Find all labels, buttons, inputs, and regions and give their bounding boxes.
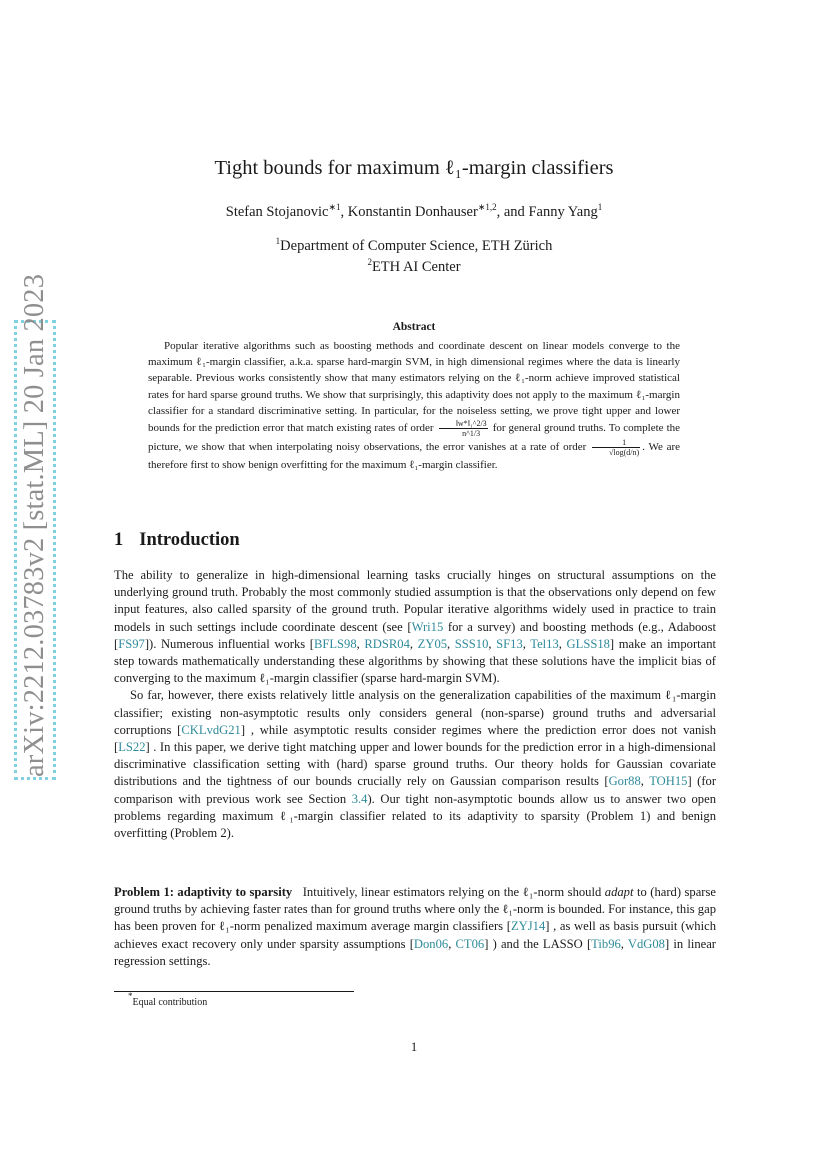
problem-paragraph [114,884,716,970]
page-number: 1 [410,1040,418,1054]
problem-heading: Problem 1: adaptivity to sparsity [114,885,293,899]
affiliation [0,238,828,255]
author-name: Fanny Yang [528,204,598,220]
text: in linear regression settings. [114,936,716,968]
introduction-body [114,567,716,842]
citation-link[interactable]: Wri15 [411,619,444,634]
citation-link[interactable]: Gor88 [608,774,641,789]
fraction-norm-rate [439,419,488,438]
text: ) and the LASSO [488,936,587,951]
citation-link[interactable]: LS22 [118,740,146,755]
text: . In this paper, we derive tight matching upper and lower bounds for the prediction error in a high-dimensional discriminative classification setting with (hard) sparse ground truths. Our theory holds for Gaussian covariate distributions and the tightness of our bounds crucially rely on Gaussian comparison results [114,740,716,789]
citation-link[interactable]: FS97 [118,636,145,651]
author-separator: , and [496,204,529,220]
footnote-rule [114,991,354,992]
citation-link[interactable]: GLSS18 [566,636,610,651]
text: , while asymptotic results consider regimes where the prediction error does not vanish [245,722,717,737]
arxiv-identifier: arXiv:2212.03783v2 [stat.ML] 20 Jan 2023 [14,320,56,780]
text: make an important step towards mathematically understanding these algorithms by showing that these solutions have the implicit bias of converging to the maximum ℓ₁-margin classifier (sparse hard-margin SVM). [114,636,717,686]
section-reference-link[interactable]: 3.4 [351,791,368,806]
text: to (hard) sparse ground truths by achieving faster rates than for ground truths where only the ℓ₁-norm is bounded. For instance, this gap has been proven for ℓ₁-norm penalized maximum average margin classifiers [114,885,716,934]
citation-link[interactable]: Don06 [413,936,449,951]
affiliation-text: Department of Computer Science, ETH Zürich [280,238,553,254]
affiliation [0,259,828,276]
fraction-denominator: √log(d/n) [609,448,640,458]
citation-link[interactable]: Tel13 [530,636,559,651]
text: for a survey) and boosting methods (e.g., Adaboost [443,619,717,634]
citation-link[interactable]: ZYJ14 [510,919,546,934]
text: , as well as basis pursuit (which achieves exact recovery only under sparsity assumptions [114,919,716,951]
text: ). Numerous influential works [149,636,310,651]
fraction-log-rate [592,438,640,457]
author-list [0,204,828,221]
abstract-heading: Abstract [392,321,436,333]
text: ). Our tight non-asymptotic bounds allow us to answer two open problems regarding maximum ℓ₁-margin classifier related to its adaptivity to sparsity (Problem 1) and benign overfitting (Problem 2). [114,791,716,841]
citation-link[interactable]: SF13 [496,636,523,651]
citation-link[interactable]: CT06 [455,936,485,951]
paragraph: So far, however, there exists relatively little analysis on the generalization capabilities of the maximum ℓ₁-margin classifier; existing non-asymptotic results only considers general (non-sparse) ground truths and adversarial corruptions [CKLvdG21] , while asymptotic results consider regimes where the prediction error does not vanish [LS22] . In this paper, we derive tight matching upper and lower bounds for the prediction error in a high-dimensional discriminative classification setting with (hard) sparse ground truths. Our theory holds for Gaussian covariate distributions and the tightness of our bounds crucially rely on Gaussian comparison results [Gor88, TOH15] (for comparison with previous work see Section 3.4). Our tight non-asymptotic bounds allow us to answer two open problems regarding maximum ℓ₁-margin classifier related to its adaptivity to sparsity (Problem 1) and benign overfitting (Problem 2). [114,688,717,841]
section-title: Introduction [139,530,240,550]
citation-link[interactable]: Tib96 [591,936,621,951]
citation-link[interactable]: RDSR04 [364,636,410,651]
paragraph: The ability to generalize in high-dimensional learning tasks crucially hinges on structural assumptions on the underlying ground truth. Probably the most commonly studied assumption is that the observations only depend on few input features, also called sparsity of the ground truth. Popular iterative algorithms widely used in practice to train models in such settings include coordinate descent (see [Wri15 for a survey) and boosting methods (e.g., Adaboost [FS97]). Numerous influential works [BFLS98, RDSR04, ZY05, SSS10, SF13, Tel13, GLSS18] make an important step towards mathematically understanding these algorithms by showing that these solutions have the implicit bias of converging to the maximum ℓ₁-margin classifier (sparse hard-margin SVM). [114,568,717,686]
author-separator: , [340,204,348,220]
section-heading [114,530,240,551]
citation-link[interactable]: CKLvdG21 [181,722,241,737]
fraction-numerator: 1 [592,438,640,448]
section-number: 1 [114,530,124,550]
text: Intuitively, linear estimators relying on the ℓ₁-norm should [302,885,605,899]
abstract-body [148,338,680,473]
emphasis: adapt [604,885,634,899]
author-mark: ∗1 [328,202,341,212]
author-name: Konstantin Donhauser [347,204,478,220]
author-mark: 1 [597,202,603,212]
footnote-mark: * [128,991,133,1001]
text: (for comparison with previous work see Section [114,774,717,806]
affiliation-mark: 1 [275,236,281,246]
footnote-text: Equal contribution [132,997,208,1008]
abstract-text: Popular iterative algorithms such as boosting methods and coordinate descent on linear models converge to the maximum ℓ₁-margin classifier, a.k.a. sparse hard-margin SVM, in high dimensional regimes where the data is linearly separable. Previous works consistently show that many estimators relying on the ℓ₁-norm achieve improved statistical rates for hard sparse ground truths. We show that surprisingly, this adaptivity does not apply to the maximum ℓ₁-margin classifier for a standard discriminative setting. In particular, for the noiseless setting, we prove tight upper and lower bounds for the prediction error that match existing rates of order [148,340,680,435]
affiliation-text: ETH AI Center [371,259,461,275]
affiliation-mark: 2 [367,257,372,267]
fraction-denominator: n^1/3 [462,429,481,439]
citation-link[interactable]: ZY05 [417,636,448,651]
citation-link[interactable]: SSS10 [454,636,489,651]
paragraph: Problem 1: adaptivity to sparsity Intuitively, linear estimators relying on the ℓ₁-norm should adapt to (hard) sparse ground truths by achieving faster rates than for ground truths where only the ℓ₁-norm is bounded. For instance, this gap has been proven for ℓ₁-norm penalized maximum average margin classifiers [ZYJ14] , as well as basis pursuit (which achieves exact recovery only under sparsity assumptions [Don06, CT06] ) and the LASSO [Tib96, VdG08] in linear regression settings. [114,885,716,968]
fraction-numerator: ‖w*‖₁^2/3 [439,419,488,429]
paper-title: Tight bounds for maximum ℓ₁-margin classifiers [214,157,614,179]
text: The ability to generalize in high-dimensional learning tasks crucially hinges on structural assumptions on the underlying ground truth. Probably the most commonly studied assumption is that the observations only depend on few input features, also called sparsity of the ground truth. Popular iterative algorithms widely used in practice to train models in such settings include coordinate descent (see [114,568,716,634]
abstract-paragraph [148,338,680,473]
author-mark: ∗1,2 [477,202,497,212]
citation-link[interactable]: TOH15 [649,774,688,789]
author-name: Stefan Stojanovic [225,204,329,220]
citation-link[interactable]: VdG08 [627,936,665,951]
footnote [128,991,208,1008]
abstract-text: . We are therefore first to show benign overfitting for the maximum ℓ₁-margin classifier. [148,441,680,472]
citation-link[interactable]: BFLS98 [313,636,357,651]
abstract-text: for general ground truths. To complete the picture, we show that when interpolating noisy observations, the error vanishes at a rate of order [148,422,681,454]
text: So far, however, there exists relatively little analysis on the generalization capabilities of the maximum ℓ₁-margin classifier; existing non-asymptotic results only considers general (non-sparse) ground truths and adversarial corruptions [114,688,716,737]
